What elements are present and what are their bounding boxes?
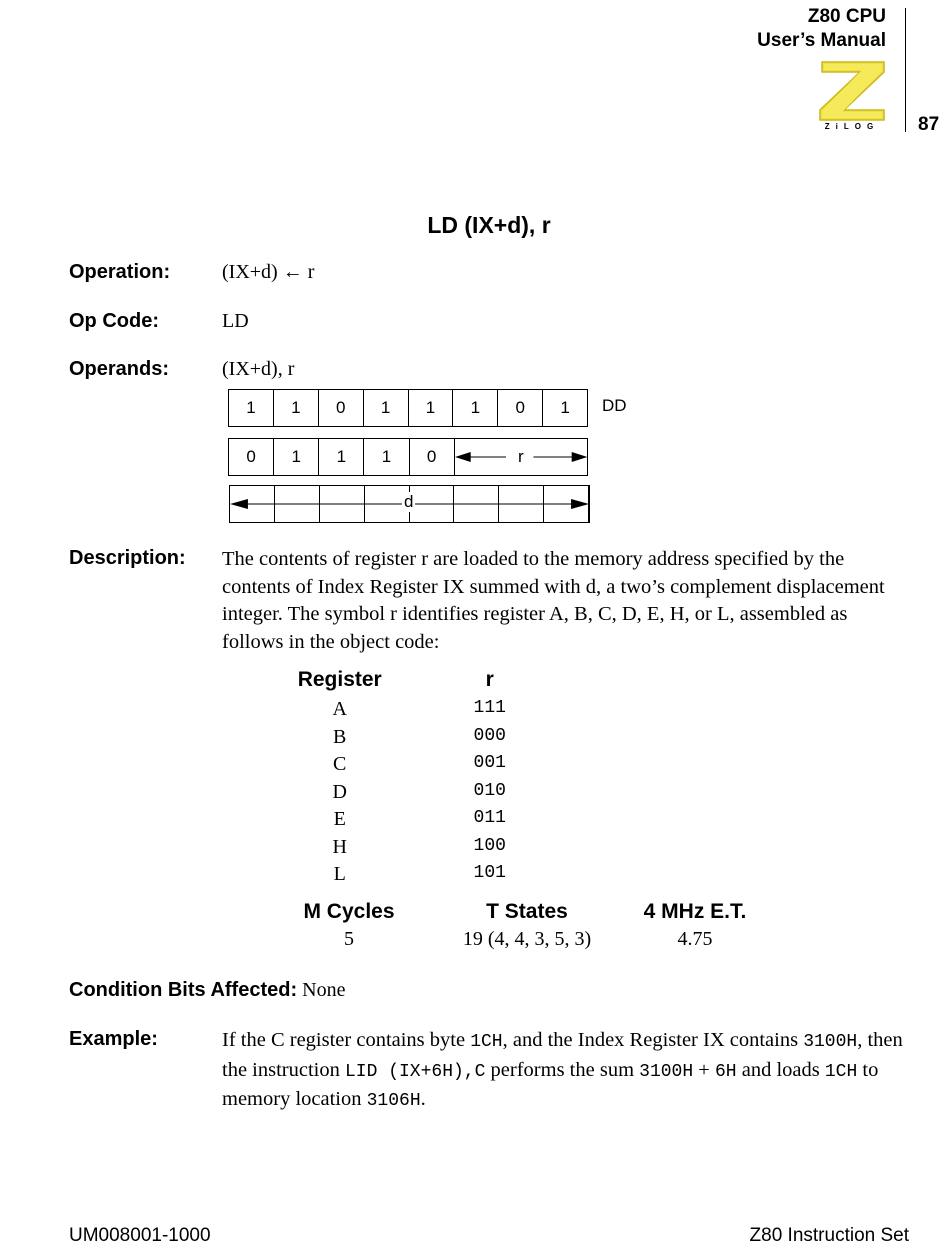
- timing-header: [290, 900, 790, 928]
- bit-cell: 0: [229, 439, 274, 475]
- header-divider: [905, 8, 906, 132]
- register-name: E: [333, 808, 346, 830]
- example-text-part: , and the Index Register IX contains: [502, 1029, 804, 1051]
- operation-label: Operation:: [69, 261, 171, 283]
- example-text-part: If the C register contains byte: [222, 1029, 471, 1051]
- register-code: 001: [473, 753, 506, 773]
- register-code: 111: [473, 698, 506, 718]
- register-code: 010: [473, 780, 506, 801]
- manual-title: Z80 CPU: [807, 6, 886, 27]
- condition-value: None: [302, 979, 346, 1001]
- register-table-header: [290, 668, 590, 698]
- document-number: UM008001-1000: [69, 1225, 211, 1246]
- register-name: B: [333, 725, 347, 748]
- bit-cell: 1: [364, 390, 409, 426]
- register-row: [290, 863, 590, 891]
- page-number: 87: [918, 114, 940, 135]
- bit-cell: 1: [274, 439, 319, 475]
- displacement-byte: [229, 485, 590, 523]
- bit-cell: 1: [274, 390, 319, 426]
- timing-table: [290, 900, 790, 951]
- example-label: Example:: [69, 1028, 158, 1050]
- t-states-value: 19 (4, 4, 3, 5, 3): [462, 928, 592, 950]
- m-cycles-header: M Cycles: [303, 900, 395, 923]
- bit-cell: 0: [498, 390, 543, 426]
- register-code: 011: [473, 808, 506, 828]
- t-states-header: T States: [486, 900, 568, 923]
- et-value: 4.75: [677, 928, 713, 950]
- operands-label: Operands:: [69, 358, 170, 380]
- instruction-title: LD (IX+d), r: [427, 212, 551, 238]
- register-code: 000: [473, 725, 506, 746]
- operands-value: (IX+d), r: [222, 358, 295, 380]
- register-name: C: [333, 753, 347, 775]
- example-code: 1CH: [470, 1032, 503, 1052]
- example-code: 3106H: [366, 1091, 421, 1111]
- section-name: Z80 Instruction Set: [749, 1225, 909, 1246]
- register-field: [455, 439, 587, 475]
- example-text-part: and loads: [736, 1058, 825, 1081]
- condition-bits: [69, 979, 345, 1002]
- description-label: Description:: [69, 547, 186, 569]
- et-header: 4 MHz E.T.: [643, 900, 747, 923]
- register-table-body: [290, 698, 590, 891]
- register-row: [290, 726, 590, 754]
- example-text-part: , then the instruction: [222, 1029, 903, 1081]
- m-cycles-value: 5: [344, 928, 354, 950]
- bit-cell: 0: [319, 390, 364, 426]
- register-code: 101: [473, 863, 506, 883]
- register-row: [290, 808, 590, 836]
- opcode-byte-1: [228, 389, 588, 427]
- register-name: L: [333, 863, 346, 885]
- register-name: A: [332, 698, 347, 720]
- register-row: [290, 698, 590, 726]
- bit-cell: 1: [560, 398, 570, 417]
- register-table: [290, 668, 590, 891]
- register-column-header: Register: [297, 668, 382, 691]
- register-row: [290, 753, 590, 781]
- example-code: 3100H: [803, 1032, 858, 1052]
- condition-label: Condition Bits Affected:: [69, 979, 298, 1001]
- opcode-value: LD: [222, 310, 249, 332]
- register-field-label: r: [517, 447, 524, 466]
- manual-subtitle: User’s Manual: [757, 30, 886, 51]
- register-row: [290, 836, 590, 864]
- register-code: 100: [473, 835, 506, 856]
- opcode-byte-2: [228, 438, 588, 476]
- r-column-header: r: [485, 668, 494, 691]
- logo-wordmark: ZiLOG: [824, 122, 880, 131]
- example-text: [222, 1027, 912, 1116]
- example-code: 6H: [714, 1061, 737, 1082]
- example-code: LID (IX+6H),C: [344, 1061, 486, 1082]
- bit-cell: 0: [410, 439, 455, 475]
- timing-values: [290, 928, 790, 951]
- register-name: H: [332, 835, 347, 858]
- example-code: 1CH: [824, 1061, 858, 1082]
- register-name: D: [332, 780, 347, 803]
- example-text-part: performs the sum: [485, 1058, 640, 1081]
- bit-cell: 1: [364, 439, 409, 475]
- description-text: The contents of register r are loaded to the memory address specified by the contents of Index Register IX summed with d, a two’s complement displacement integer. The symbol r identifies register A, B, C, D, E, H, or L, assembled as follows in the object code:: [222, 548, 885, 653]
- example-text-part: to memory location: [222, 1058, 879, 1110]
- operation-value: (IX+d) ← r: [222, 261, 315, 283]
- example-text-part: .: [420, 1088, 426, 1110]
- example-text-part: +: [693, 1058, 715, 1081]
- register-row: [290, 781, 590, 809]
- bit-cell: 1: [409, 390, 454, 426]
- bit-cell: 1: [229, 390, 274, 426]
- example-code: 3100H: [639, 1061, 694, 1082]
- bit-cell: 1: [453, 390, 498, 426]
- opcode-hex-label: DD: [602, 396, 627, 415]
- displacement-field-label: d: [404, 492, 414, 511]
- bit-cell: 1: [319, 439, 364, 475]
- opcode-label: Op Code:: [69, 310, 159, 332]
